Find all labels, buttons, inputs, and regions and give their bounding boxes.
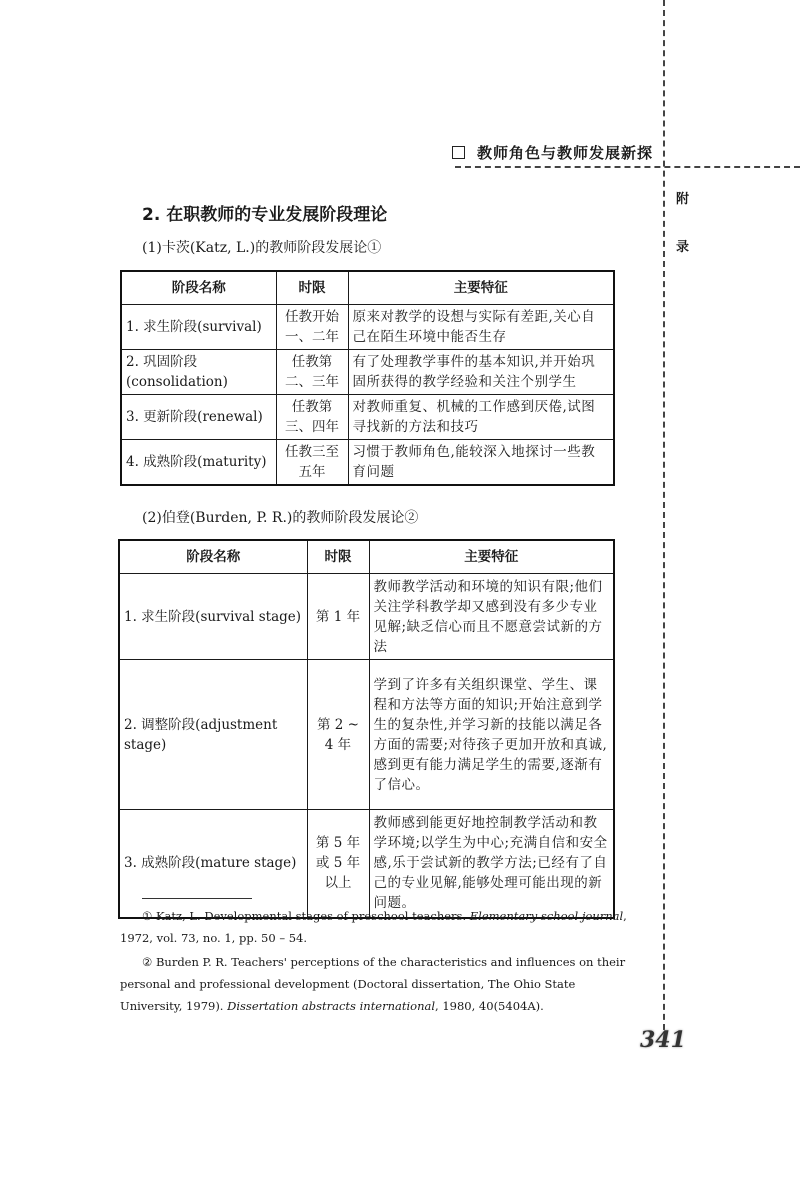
table1-title: (1)卡茨(Katz, L.)的教师阶段发展论① [142,240,382,256]
stage-cell: 3. 成熟阶段(mature stage) [119,810,307,918]
features-cell: 对教师重复、机械的工作感到厌倦,试图寻找新的方法和技巧 [348,395,614,440]
table-row [119,574,614,660]
side-tab-char-2: 录 [676,240,690,255]
features-cell: 原来对教学的设想与实际有差距,关心自己在陌生环境中能否生存 [348,305,614,350]
header-dashed-line [455,166,800,168]
running-header [452,142,653,163]
table-row [119,810,614,918]
footnote-divider [142,898,252,899]
period-cell: 第 5 年或 5 年以上 [307,810,369,918]
table-row [119,660,614,810]
period-cell: 任教三至五年 [276,440,348,486]
side-tab-char-1: 附 [676,192,690,207]
stage-cell: 2. 巩固阶段(consolidation) [121,350,276,395]
table-header-row [121,271,614,305]
stage-cell: 1. 求生阶段(survival stage) [119,574,307,660]
period-cell: 任教第三、四年 [276,395,348,440]
table-row [121,350,614,395]
burden-stage-table [118,539,615,919]
features-cell: 教师教学活动和环境的知识有限;他们关注学科教学却又感到没有多少专业见解;缺乏信心而且不愿意尝试新的方法 [369,574,614,660]
section-title: 2. 在职教师的专业发展阶段理论 [142,205,388,225]
table-row [121,305,614,350]
table-row [121,395,614,440]
features-cell: 学到了许多有关组织课堂、学生、课程和方法等方面的知识;开始注意到学生的复杂性,并学习新的技能以满足各方面的需要;对待孩子更加开放和真诚,感到更有能力满足学生的需要,逐渐有了信心。 [369,660,614,810]
table-row [121,440,614,486]
header-stage: 阶段名称 [119,540,307,574]
stage-cell: 2. 调整阶段(adjustment stage) [119,660,307,810]
header-period: 时限 [307,540,369,574]
features-cell: 习惯于教师角色,能较深入地探讨一些教育问题 [348,440,614,486]
header-features: 主要特征 [369,540,614,574]
period-cell: 第 2 ~ 4 年 [307,660,369,810]
running-header-text: 教师角色与教师发展新探 [477,144,654,162]
footnote-text-tail: , 1972, vol. 73, no. 1, pp. 50 – 54. [120,909,627,945]
features-cell: 有了处理教学事件的基本知识,并开始巩固所获得的教学经验和关注个别学生 [348,350,614,395]
footnote-journal: Elementary school journal [469,909,624,923]
period-cell: 任教第二、三年 [276,350,348,395]
period-cell: 第 1 年 [307,574,369,660]
table-header-row [119,540,614,574]
stage-cell: 1. 求生阶段(survival) [121,305,276,350]
stage-cell: 3. 更新阶段(renewal) [121,395,276,440]
square-bullet-icon [452,146,465,159]
footnote-text: Katz, L. Developmental stages of preschool teachers. [155,909,470,923]
footnote-text-tail: , 1980, 40(5404A). [435,999,544,1013]
header-stage: 阶段名称 [121,271,276,305]
table2-title: (2)伯登(Burden, P. R.)的教师阶段发展论② [142,510,419,526]
header-period: 时限 [276,271,348,305]
features-cell: 教师感到能更好地控制教学活动和教学环境;以学生为中心;充满自信和安全感,乐于尝试新的教学方法;已经有了自己的专业见解,能够处理可能出现的新问题。 [369,810,614,918]
footnote-mark: ① [142,909,153,923]
katz-stage-table [120,270,615,486]
margin-dashed-line [663,0,665,1040]
stage-cell: 4. 成熟阶段(maturity) [121,440,276,486]
footnote-mark: ② [142,955,153,969]
footnote-1 [120,905,640,949]
footnote-journal: Dissertation abstracts international [227,999,436,1013]
period-cell: 任教开始一、二年 [276,305,348,350]
footnote-text: Burden P. R. Teachers' perceptions of the characteristics and influences on their personal and professional development (Doctoral dissertation, The Ohio State University, 1979). [120,955,626,1013]
header-features: 主要特征 [348,271,614,305]
page-number: 341 [640,1027,686,1053]
footnote-2 [120,951,640,1017]
